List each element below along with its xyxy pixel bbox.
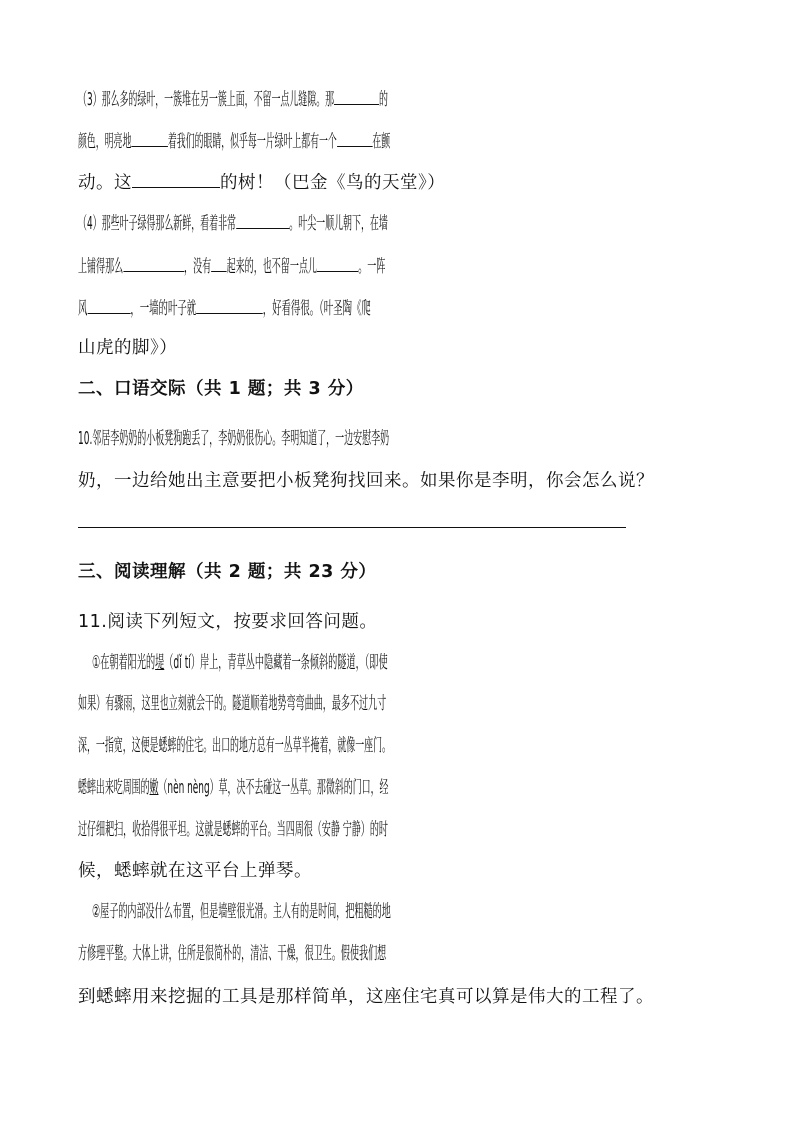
text: 风 — [78, 299, 88, 319]
text: ， — [130, 299, 140, 319]
fill-blank[interactable] — [132, 169, 220, 188]
section-heading-oral: 二、口语交际（共 1 题；共 3 分） — [78, 379, 364, 399]
p2-line3: 到蟋蟀用来挖掘的工具是那样简单，这座住宅真可以算是伟大的工程了。 — [78, 987, 654, 1007]
text: 的 — [379, 90, 388, 110]
text: 动。这 — [78, 173, 132, 193]
q9-part4-line3 — [78, 295, 422, 321]
text: （dǐ tí）岸上，青草丛中隐藏着一条倾斜的隧道，（即使 — [164, 653, 388, 673]
text: 好看得很。（叶圣陶《爬 — [272, 299, 371, 319]
p1-line4 — [78, 776, 405, 800]
text: 在颤 — [372, 132, 391, 152]
p2-line2: 方修理平整。大体上讲，住所是很简朴的，清洁、干燥，很卫生。假使我们想 — [78, 944, 387, 964]
fill-blank[interactable] — [87, 295, 130, 314]
fill-blank[interactable] — [211, 253, 226, 272]
text: 颜色，明亮地 — [78, 132, 132, 152]
p1-line2: 如果）有骤雨，这里也立刻就会干的。隧道顺着地势弯弯曲曲，最多不过九寸 — [78, 694, 387, 714]
q10-line2: 奶，一边给她出主意要把小板凳狗找回来。如果你是李明，你会怎么说？ — [78, 471, 654, 491]
fill-blank[interactable] — [317, 253, 358, 272]
q11-intro: 11.阅读下列短文，按要求回答问题。 — [78, 612, 378, 632]
text: 没有 — [193, 257, 212, 277]
text: ， — [262, 299, 273, 319]
q9-part4-line1 — [78, 210, 406, 236]
underlined-word: 堤 — [155, 653, 165, 673]
fill-blank[interactable] — [236, 210, 289, 229]
fill-blank[interactable] — [123, 253, 184, 272]
underlined-word: 嫩 — [149, 778, 159, 798]
text: 着我们的眼睛，似乎每一片绿叶上都有一个 — [167, 132, 337, 152]
p1-line1 — [92, 651, 419, 675]
q9-part4-line4: 山虎的脚》） — [78, 338, 178, 358]
text: 。一阵 — [358, 257, 386, 277]
text: （3）那么多的绿叶，一簇堆在另一簇上面，不留一点儿缝隙。那 — [78, 90, 335, 110]
section-heading-reading: 三、阅读理解（共 2 题；共 23 分） — [78, 562, 377, 582]
text: 在朝着阳光的 — [100, 653, 156, 673]
text: 起来的，也不留一点儿 — [226, 257, 317, 277]
q9-part3-line2 — [78, 128, 403, 154]
p2-line1 — [92, 900, 417, 924]
p1-line3: 深，一指宽，这便是蟋蟀的住宅。出口的地方总有一丛草半掩着，就像一座门。 — [78, 736, 391, 756]
q9-part4-line2 — [78, 253, 408, 279]
q9-part3-line1 — [78, 86, 405, 112]
fill-blank[interactable] — [334, 86, 379, 105]
text: 。叶尖一顺儿朝下，在墙 — [289, 214, 388, 234]
text: （nèn nèng）草，决不去碰这一丛草。那微斜的门口，经 — [158, 778, 389, 798]
paragraph-marker: ① — [92, 653, 101, 673]
text: 蟋蟀出来吃周围的 — [78, 778, 150, 798]
q10-line1: 10.邻居李奶奶的小板凳狗跑丢了，李奶奶很伤心。李明知道了，一边安慰李奶 — [78, 429, 390, 449]
text: （4）那些叶子绿得那么新鲜，看着非常 — [78, 214, 237, 234]
paragraph-marker: ② — [92, 902, 101, 922]
answer-line[interactable] — [78, 527, 626, 528]
p1-line5: 过仔细耙扫，收拾得很平坦。这就是蟋蟀的平台。当四周很（安静 宁静）的时 — [78, 820, 388, 840]
fill-blank[interactable] — [196, 295, 263, 314]
q9-part3-line3 — [78, 169, 445, 195]
p1-line6: 候，蟋蟀就在这平台上弹琴。 — [78, 861, 312, 881]
fill-blank[interactable] — [337, 128, 373, 147]
text: ， — [184, 257, 194, 277]
text: 上铺得那么 — [78, 257, 124, 277]
text: 一墙的叶子就 — [139, 299, 197, 319]
text: 的树！（巴金《鸟的天堂》） — [220, 173, 446, 193]
text: 屋子的内部没什么布置，但是墙壁很光滑。主人有的是时间，把粗糙的地 — [100, 902, 391, 922]
fill-blank[interactable] — [131, 128, 168, 147]
